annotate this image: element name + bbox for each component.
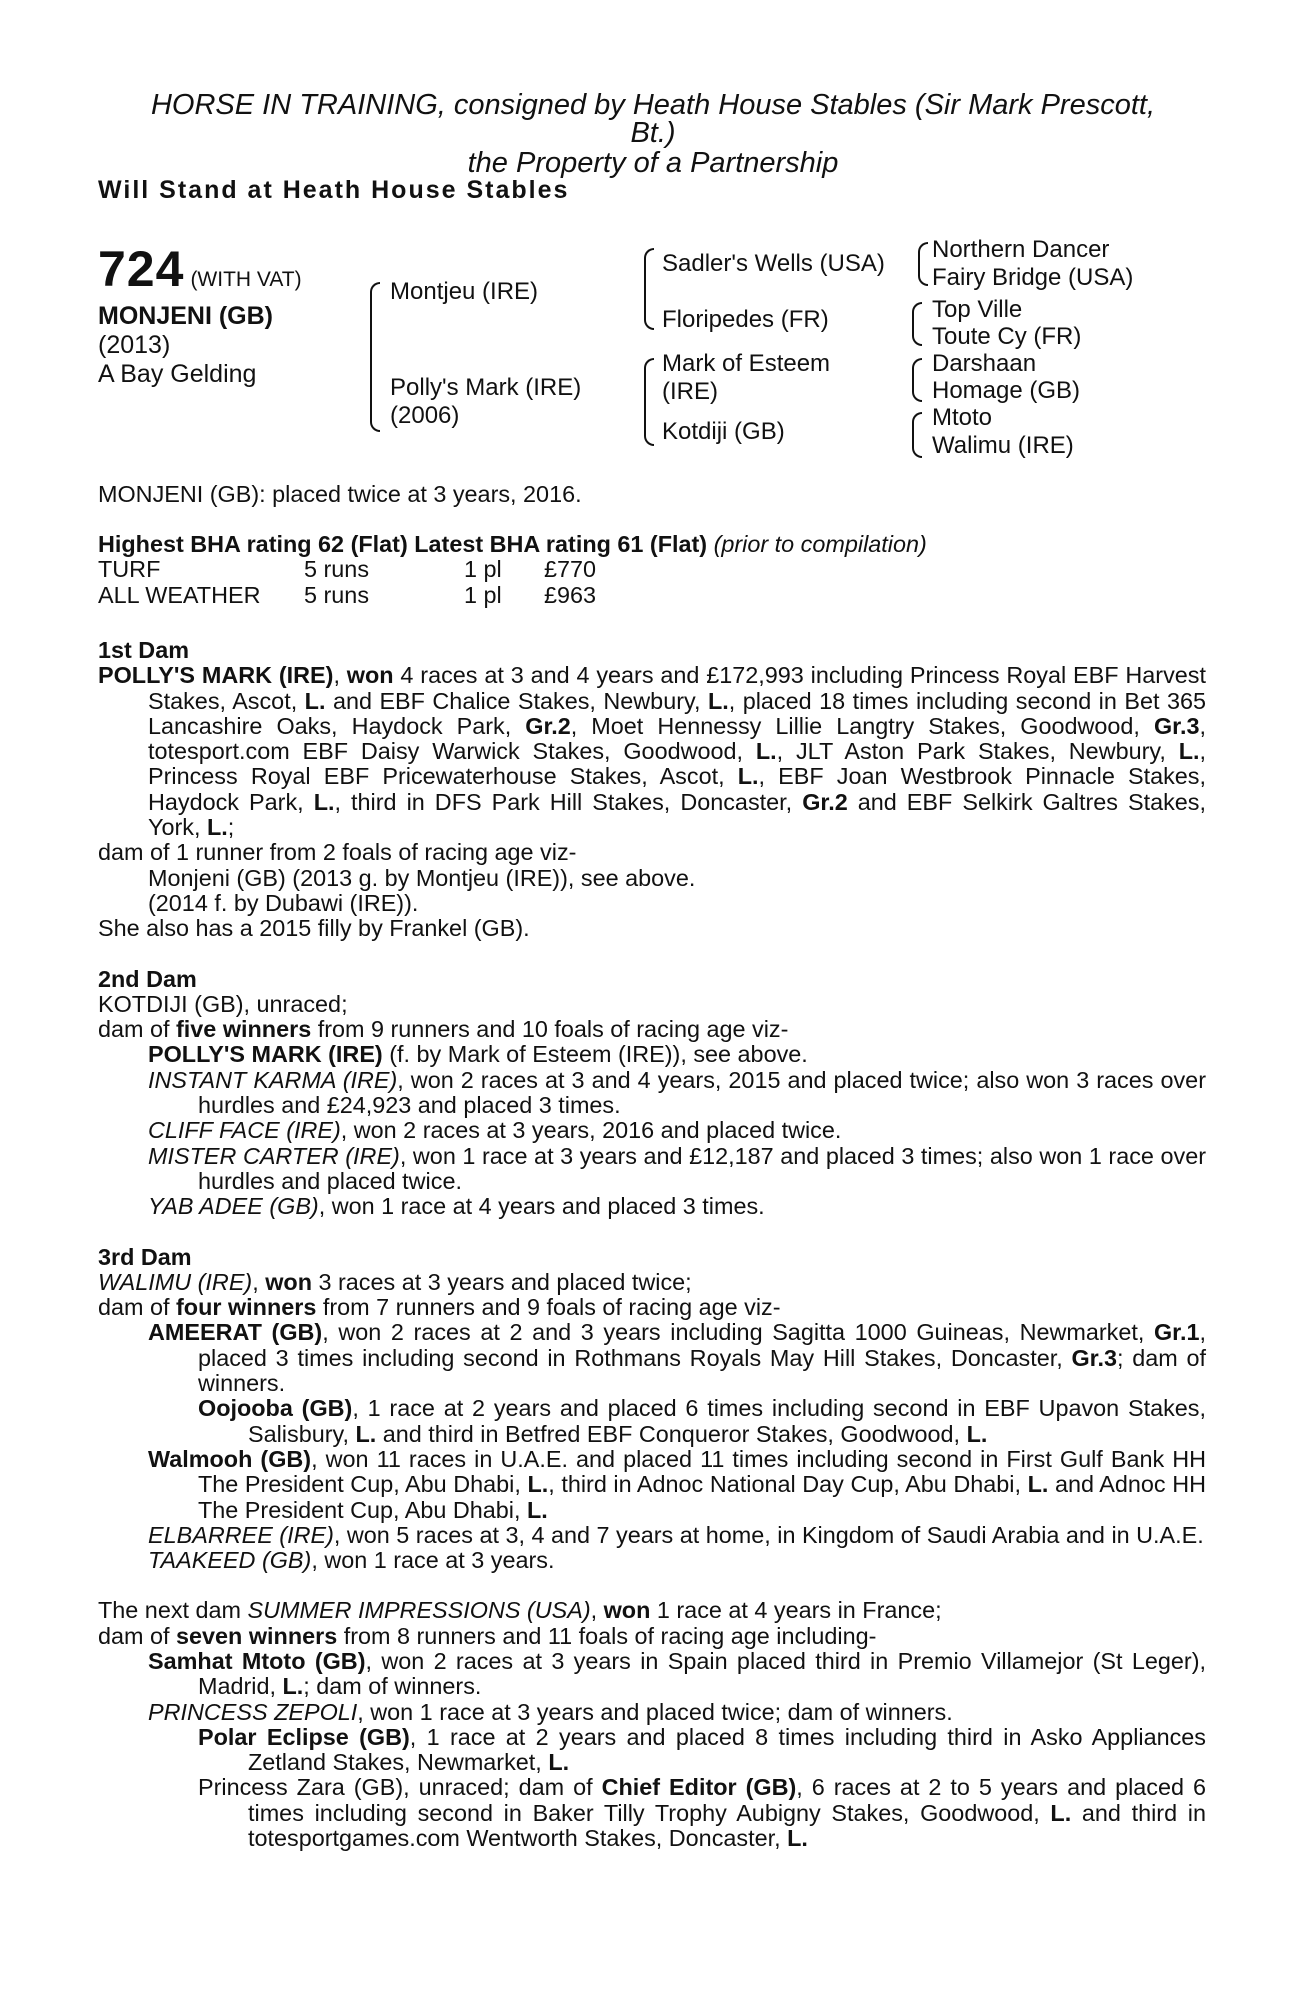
- ratings-title: Highest BHA rating 62 (Flat) Latest BHA rating 61 (Flat): [98, 531, 708, 557]
- produce-item: AMEERAT (GB), won 2 races at 2 and 3 years including Sagitta 1000 Guineas, Newmarket, Gr.1, placed 3 times including second in Rothmans Royals May Hill Stakes, Doncaster, Gr.3; dam of winners.: [148, 1319, 1206, 1397]
- pedigree-gg7: Mtoto: [932, 404, 993, 431]
- produce-item: ELBARREE (IRE), won 5 races at 3, 4 and 7 years at home, in Kingdom of Saudi Arabia and in U.A.E.: [148, 1521, 1204, 1548]
- horse-description: A Bay Gelding: [98, 360, 257, 388]
- horse-info: [98, 302, 273, 389]
- pedigree-gg2: Fairy Bridge (USA): [932, 264, 1134, 291]
- pedigree-sire: Montjeu (IRE): [390, 278, 539, 305]
- pedigree-brace-g3: [912, 358, 922, 402]
- earnings: £770: [544, 556, 597, 583]
- produce-item: Samhat Mtoto (GB), won 2 races at 3 years in Spain placed third in Premio Villamejor (St Leger), Madrid, L.; dam of winners.: [148, 1647, 1206, 1700]
- placed: 1 pl: [464, 556, 502, 583]
- stand-line: Will Stand at Heath House Stables: [98, 176, 570, 204]
- produce-item: (2014 f. by Dubawi (IRE)).: [148, 889, 419, 916]
- consignor-line: HORSE IN TRAINING, consigned by Heath House Stables (Sir Mark Prescott,: [150, 89, 1156, 121]
- next-dam-section: [98, 1598, 1206, 1851]
- surface: TURF: [98, 556, 161, 583]
- placed: 1 pl: [464, 581, 502, 608]
- consignor-line-cont: Bt.): [630, 117, 676, 149]
- lot-block: [98, 240, 302, 298]
- produce-intro: dam of four winners from 7 runners and 9 foals of racing age viz-: [98, 1294, 781, 1321]
- pedigree-gg4: Toute Cy (FR): [932, 323, 1082, 350]
- pedigree-gg6: Homage (GB): [932, 377, 1081, 404]
- dam-paragraph: KOTDIJI (GB), unraced;: [98, 990, 348, 1017]
- pedigree-dam-sire: Mark of Esteem: [662, 350, 831, 377]
- dam-paragraph: The next dam SUMMER IMPRESSIONS (USA), won 1 race at 4 years in France;: [98, 1597, 942, 1624]
- ratings-block: [98, 532, 927, 608]
- earnings: £963: [544, 581, 597, 608]
- produce-intro: dam of seven winners from 8 runners and 11 foals of racing age including-: [98, 1622, 877, 1649]
- produce-item: Walmooh (GB), won 11 races in U.A.E. and placed 11 times including second in First Gulf Bank HH The President Cup, Abu Dhabi, L., third in Adnoc National Day Cup, Abu Dhabi, L. and Adnoc HH The President Cup, Abu Dhabi, L.: [148, 1445, 1206, 1523]
- pedigree-sire-sire: Sadler's Wells (USA): [662, 250, 885, 277]
- dam-paragraph: WALIMU (IRE), won 3 races at 3 years and placed twice;: [98, 1268, 692, 1295]
- section-heading: 1st Dam: [98, 637, 190, 663]
- lot-number: 724: [98, 241, 185, 297]
- dam-paragraph: POLLY'S MARK (IRE), won 4 races at 3 and 4 years and £172,993 including Princess Royal EBF Harvest Stakes, Ascot, L. and EBF Chalice Stakes, Newbury, L., placed 18 times including second in Bet 365 Lancashire Oaks, Haydock Park, Gr.2, Moet Hennessy Lillie Langtry Stakes, Goodwood, Gr.3, totesport.com EBF Daisy Warwick Stakes, Goodwood, L., JLT Aston Park Stakes, Newbury, L., Princess Royal EBF Pricewaterhouse Stakes, Ascot, L., EBF Joan Westbrook Pinnacle Stakes, Haydock Park, L., third in DFS Park Hill Stakes, Doncaster, Gr.2 and EBF Selkirk Galtres Stakes, York, L.;: [98, 662, 1206, 841]
- produce-item: YAB ADEE (GB), won 1 race at 4 years and placed 3 times.: [148, 1193, 765, 1220]
- pedigree-gg8: Walimu (IRE): [932, 432, 1074, 459]
- vat-label: (WITH VAT): [190, 268, 302, 291]
- ratings-row-aw: [98, 583, 927, 608]
- horse-year: (2013): [98, 331, 171, 359]
- produce-item: POLLY'S MARK (IRE) (f. by Mark of Esteem (IRE)), see above.: [148, 1041, 808, 1068]
- produce-item: MISTER CARTER (IRE), won 1 race at 3 years and £12,187 and placed 3 times; also won 1 race over hurdles and placed twice.: [148, 1142, 1206, 1194]
- pedigree-dam-year: (2006): [390, 402, 460, 429]
- ratings-row-turf: [98, 557, 927, 582]
- produce-intro: dam of 1 runner from 2 foals of racing age viz-: [98, 839, 577, 866]
- produce-item: Princess Zara (GB), unraced; dam of Chief Editor (GB), 6 races at 2 to 5 years and placed 6 times including second in Baker Tilly Trophy Aubigny Stakes, Goodwood, L. and third in totesportgames.com Wentworth Stakes, Doncaster, L.: [198, 1774, 1206, 1852]
- produce-item: Oojooba (GB), 1 race at 2 years and placed 6 times including second in EBF Upavon Stakes, Salisbury, L. and third in Betfred EBF Conqueror Stakes, Goodwood, L.: [198, 1395, 1206, 1447]
- ratings-note: (prior to compilation): [713, 531, 927, 557]
- pedigree-dam-sire-cont: (IRE): [662, 378, 718, 405]
- produce-item: TAAKEED (GB), won 1 race at 3 years.: [148, 1547, 555, 1574]
- ratings-heading: [98, 532, 927, 557]
- pedigree-sire-dam: Floripedes (FR): [662, 306, 829, 333]
- ownership-line: the Property of a Partnership: [467, 147, 839, 179]
- first-dam-section: [98, 638, 1206, 942]
- pedigree-dam-dam: Kotdiji (GB): [662, 418, 785, 445]
- horse-name: MONJENI (GB): [98, 302, 273, 330]
- produce-item: Monjeni (GB) (2013 g. by Montjeu (IRE)), see above.: [148, 864, 696, 891]
- pedigree-gg3: Top Ville: [932, 296, 1023, 323]
- pedigree-notes: [98, 638, 1206, 1851]
- race-summary: MONJENI (GB): placed twice at 3 years, 2016.: [98, 481, 582, 507]
- pedigree-brace-dam: [644, 358, 654, 446]
- section-heading: 3rd Dam: [98, 1243, 192, 1270]
- produce-note: She also has a 2015 filly by Frankel (GB).: [98, 915, 530, 942]
- pedigree-gg5: Darshaan: [932, 350, 1037, 377]
- produce-intro: dam of five winners from 9 runners and 10 foals of racing age viz-: [98, 1016, 789, 1043]
- surface: ALL WEATHER: [98, 581, 261, 608]
- pedigree-gg1: Northern Dancer: [932, 236, 1110, 263]
- produce-item: CLIFF FACE (IRE), won 2 races at 3 years, 2016 and placed twice.: [148, 1117, 842, 1144]
- produce-item: INSTANT KARMA (IRE), won 2 races at 3 and 4 years, 2015 and placed twice; also won 3 races over hurdles and £24,923 and placed 3 times.: [148, 1066, 1206, 1119]
- third-dam-section: [98, 1245, 1206, 1574]
- pedigree-brace-sire: [644, 248, 654, 330]
- runs: 5 runs: [304, 556, 370, 583]
- pedigree-brace-g1: [918, 242, 928, 286]
- produce-item: Polar Eclipse (GB), 1 race at 2 years and placed 8 times including third in Asko Appliances Zetland Stakes, Newmarket, L.: [198, 1723, 1206, 1776]
- pedigree-brace-g2: [912, 302, 922, 346]
- pedigree-brace-g4: [912, 412, 922, 458]
- produce-item: PRINCESS ZEPOLI, won 1 race at 3 years and placed twice; dam of winners.: [148, 1698, 953, 1725]
- section-heading: 2nd Dam: [98, 965, 197, 992]
- pedigree-brace-main: [370, 282, 380, 432]
- pedigree-dam: Polly's Mark (IRE): [390, 374, 582, 401]
- second-dam-section: [98, 967, 1206, 1220]
- runs: 5 runs: [304, 581, 370, 608]
